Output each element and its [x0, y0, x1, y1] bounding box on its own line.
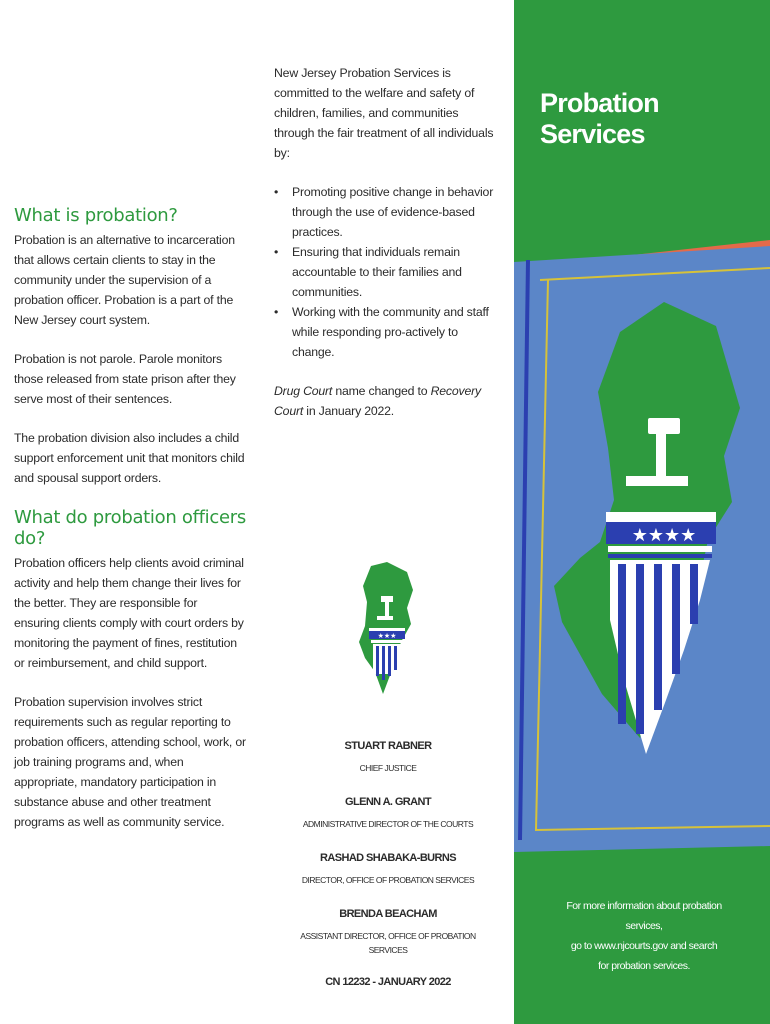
official-title: CHIEF JUSTICE — [359, 763, 417, 773]
bullet-icon: • — [274, 305, 279, 319]
nj-courts-logo-icon — [357, 562, 415, 694]
bullet-icon: • — [274, 185, 279, 199]
what-do-paragraph-1: Probation officers help clients avoid criminal activity and help them change their lives for the better. They are responsible for ensuring clients comply with court orders by monitoring the payment of fines, restitution or reimbursement, and child support. — [14, 556, 244, 670]
svg-text:★★★: ★★★ — [377, 632, 397, 640]
cover-title: Probation Services — [540, 88, 659, 149]
what-is-paragraph-1: Probation is an alternative to incarceration that allows certain clients to stay in the community under the supervision of a probation officer. Probation is a part of the New Jersey court system. — [14, 233, 235, 327]
official-title: ADMINISTRATIVE DIRECTOR OF THE COURTS — [302, 819, 474, 829]
what-do-paragraph-2: Probation supervision involves strict requirements such as regular reporting to probation officers, attending school, work, or job training programs and, when appropriate, mandatory participation in substance abuse and other treatment programs as well as community service. — [14, 695, 246, 829]
recovery-court-note: Drug Court name changed to Recovery Court in January 2022. — [274, 384, 481, 418]
what-is-probation-heading: What is probation? — [14, 205, 178, 226]
official-title: ASSISTANT DIRECTOR, OFFICE OF PROBATION SERVICES — [300, 931, 476, 955]
left-panel — [14, 205, 246, 851]
what-is-paragraph-2: Probation is not parole. Parole monitors those released from state prison after they serve most of their sentences. — [14, 352, 236, 406]
official-name: GLENN A. GRANT — [345, 796, 431, 808]
svg-text:★★★★: ★★★★ — [631, 525, 697, 546]
cover-panel — [514, 0, 770, 1024]
more-info-text: For more information about probation services, go to www.njcourts.gov and search for probation services. — [566, 900, 722, 972]
intro-text: New Jersey Probation Services is committed to the welfare and safety of children, families, and communities through the fair treatment of all individuals by: — [274, 66, 494, 160]
official-name: BRENDA BEACHAM — [339, 908, 437, 920]
official-entry — [288, 906, 488, 957]
official-title: DIRECTOR, OFFICE OF PROBATION SERVICES — [301, 875, 475, 885]
what-do-officers-do-heading: What do probation officers do? — [14, 507, 246, 549]
official-name: RASHAD SHABAKA-BURNS — [320, 852, 456, 864]
commitment-list — [274, 182, 496, 362]
middle-panel — [274, 63, 496, 440]
what-is-paragraph-3: The probation division also includes a child support enforcement unit that monitors child and spousal support orders. — [14, 431, 245, 485]
official-entry — [288, 738, 488, 775]
official-entry — [288, 794, 488, 831]
list-item: • Promoting positive change in behavior through the use of evidence-based practices. — [274, 182, 496, 242]
officials-list — [288, 738, 488, 988]
nj-map-logo-icon — [514, 240, 770, 860]
list-item: • Ensuring that individuals remain accountable to their families and communities. — [274, 242, 496, 302]
official-entry — [288, 850, 488, 887]
list-item: • Working with the community and staff while responding pro-actively to change. — [274, 302, 496, 362]
catalog-number: CN 12232 - JANUARY 2022 — [325, 976, 451, 988]
bullet-icon: • — [274, 245, 279, 259]
official-name: STUART RABNER — [344, 740, 432, 752]
